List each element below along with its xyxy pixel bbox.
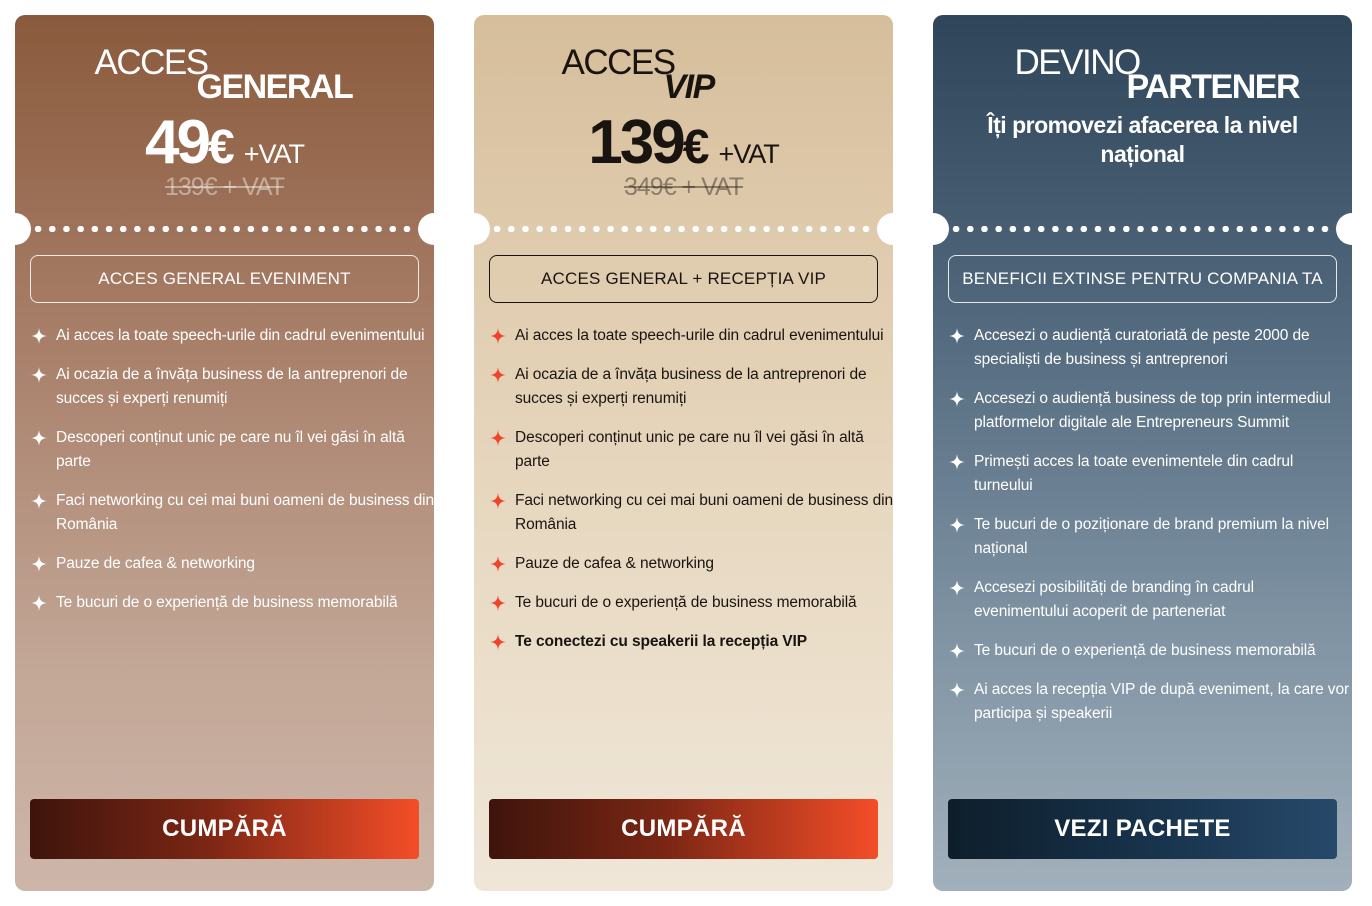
old-price: 139€ + VAT <box>164 173 285 201</box>
feature-text: Descoperi conținut unic pe care nu îl vei găsi în altă parte <box>515 429 864 470</box>
buy-vip-button[interactable]: CUMPĂRĂ <box>489 799 878 859</box>
card-title-line1: DEVINO <box>1014 43 1140 82</box>
perforation-dots <box>31 226 418 232</box>
feature-list <box>949 324 1352 741</box>
sparkle-star-icon <box>949 580 965 596</box>
package-badge: BENEFICII EXTINSE PENTRU COMPANIA TA <box>948 255 1337 303</box>
feature-text: Primești acces la toate evenimentele din cadrul turneului <box>974 453 1294 494</box>
feature-text: Pauze de cafea & networking <box>515 555 714 572</box>
feature-text: Accesezi o audiență business de top prin intermediul platformelor digitale ale Entrepreneurs Summit <box>974 390 1331 431</box>
price <box>474 108 893 177</box>
feature-item <box>31 426 434 474</box>
ticket-perforation <box>933 213 1352 245</box>
price-amount: 49 <box>145 108 208 177</box>
ticket-notch-left <box>933 213 949 245</box>
feature-text: Accesezi posibilități de branding în cadrul evenimentului acoperit de parteneriat <box>974 579 1255 620</box>
card-title-line2: GENERAL <box>196 68 353 106</box>
feature-text: Ai acces la recepția VIP de după eveniment, la care vor participa și speakerii <box>974 681 1350 722</box>
feature-text: Ai acces la toate speech-urile din cadrul evenimentului <box>56 327 425 344</box>
feature-list <box>490 324 893 669</box>
feature-item <box>490 363 893 411</box>
card-title-line1: ACCES <box>561 43 675 82</box>
feature-item <box>949 576 1352 624</box>
partner-tagline: Îți promovezi afacerea la nivel național <box>987 112 1298 167</box>
price <box>15 108 434 177</box>
price-vat: +VAT <box>718 139 779 169</box>
view-packages-button[interactable]: VEZI PACHETE <box>948 799 1337 859</box>
feature-item <box>31 363 434 411</box>
feature-item <box>949 450 1352 498</box>
ticket-notch-right <box>418 213 434 245</box>
sparkle-star-icon <box>31 493 47 509</box>
feature-item <box>490 324 893 348</box>
feature-item <box>949 639 1352 663</box>
sparkle-star-icon <box>949 328 965 344</box>
card-title <box>933 43 1352 107</box>
sparkle-star-icon <box>31 328 47 344</box>
sparkle-star-icon <box>490 493 506 509</box>
feature-text: Faci networking cu cei mai buni oameni de business din România <box>56 492 434 533</box>
ticket-perforation <box>474 213 893 245</box>
sparkle-star-icon <box>31 595 47 611</box>
feature-text: Ai ocazia de a învăța business de la antreprenori de succes și experți renumiți <box>56 366 408 407</box>
feature-item <box>31 591 434 615</box>
feature-item <box>949 513 1352 561</box>
perforation-dots <box>949 226 1336 232</box>
sparkle-star-icon <box>31 367 47 383</box>
sparkle-star-icon <box>949 517 965 533</box>
card-title-line1: ACCES <box>94 43 208 82</box>
sparkle-star-icon <box>31 430 47 446</box>
sparkle-star-icon <box>949 682 965 698</box>
feature-item <box>490 591 893 615</box>
feature-text: Ai ocazia de a învăța business de la antreprenori de succes și experți renumiți <box>515 366 867 407</box>
feature-item <box>31 324 434 348</box>
sparkle-star-icon <box>31 556 47 572</box>
price-currency: € <box>682 121 709 174</box>
sparkle-star-icon <box>490 634 506 650</box>
card-title <box>15 43 434 107</box>
price-currency: € <box>207 121 234 174</box>
feature-item <box>949 678 1352 726</box>
pricing-card-general <box>15 15 434 891</box>
feature-text: Faci networking cu cei mai buni oameni de business din România <box>515 492 893 533</box>
feature-text: Ai acces la toate speech-urile din cadrul evenimentului <box>515 327 884 344</box>
feature-text: Pauze de cafea & networking <box>56 555 255 572</box>
feature-item <box>490 489 893 537</box>
sparkle-star-icon <box>490 595 506 611</box>
package-badge: ACCES GENERAL EVENIMENT <box>30 255 419 303</box>
ticket-perforation <box>15 213 434 245</box>
package-badge: ACCES GENERAL + RECEPȚIA VIP <box>489 255 878 303</box>
buy-general-button[interactable]: CUMPĂRĂ <box>30 799 419 859</box>
feature-text: Te bucuri de o experiență de business memorabilă <box>56 594 398 611</box>
feature-text: Accesezi o audiență curatoriată de peste 2000 de specialiști de business și antreprenori <box>974 327 1310 368</box>
feature-item <box>31 489 434 537</box>
perforation-dots <box>490 226 877 232</box>
card-title-line2: PARTENER <box>1126 68 1299 106</box>
feature-item-highlight <box>490 630 893 654</box>
sparkle-star-icon <box>949 454 965 470</box>
sparkle-star-icon <box>490 328 506 344</box>
feature-text: Te bucuri de o poziționare de brand premium la nivel național <box>974 516 1329 557</box>
sparkle-star-icon <box>949 391 965 407</box>
price-amount: 139 <box>588 108 683 177</box>
feature-text: Te conectezi cu speakerii la recepția VIP <box>515 633 807 650</box>
price-vat: +VAT <box>243 139 304 169</box>
ticket-notch-right <box>1336 213 1352 245</box>
ticket-notch-right <box>877 213 893 245</box>
ticket-notch-left <box>15 213 31 245</box>
pricing-card-vip <box>474 15 893 891</box>
pricing-card-partner <box>933 15 1352 891</box>
feature-item <box>949 324 1352 372</box>
feature-item <box>31 552 434 576</box>
feature-text: Te bucuri de o experiență de business memorabilă <box>515 594 857 611</box>
sparkle-star-icon <box>490 556 506 572</box>
ticket-notch-left <box>474 213 490 245</box>
feature-item <box>490 426 893 474</box>
sparkle-star-icon <box>490 367 506 383</box>
feature-list <box>31 324 434 630</box>
feature-item <box>490 552 893 576</box>
feature-item <box>949 387 1352 435</box>
sparkle-star-icon <box>949 643 965 659</box>
sparkle-star-icon <box>490 430 506 446</box>
card-title-line2: VIP <box>663 68 714 106</box>
feature-text: Te bucuri de o experiență de business memorabilă <box>974 642 1316 659</box>
feature-text: Descoperi conținut unic pe care nu îl vei găsi în altă parte <box>56 429 405 470</box>
old-price: 349€ + VAT <box>623 173 744 201</box>
card-title <box>474 43 893 107</box>
